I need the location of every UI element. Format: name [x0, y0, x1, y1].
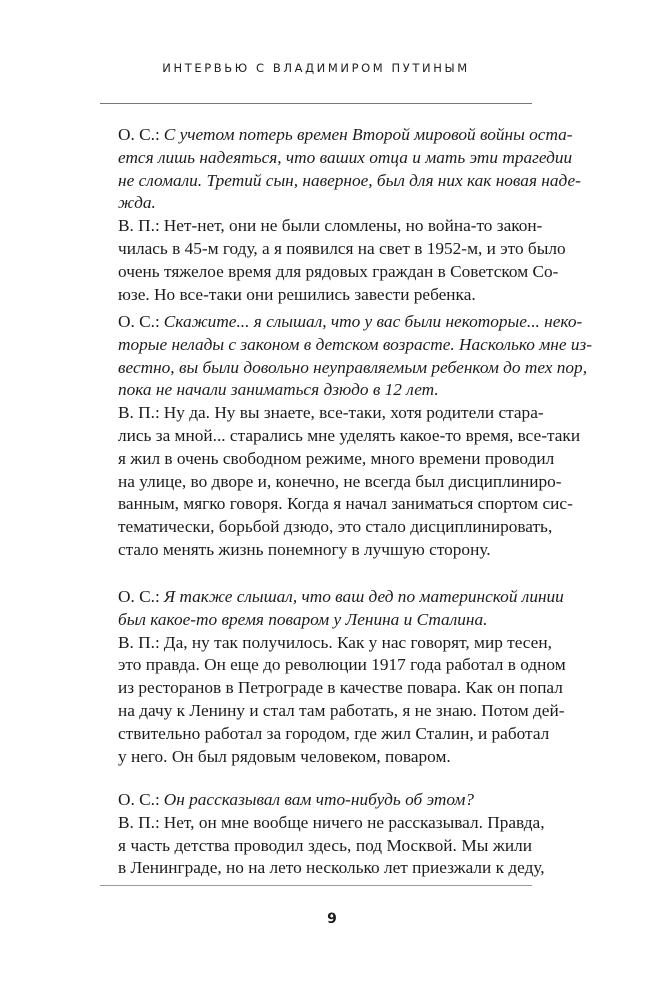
text-line — [118, 516, 553, 539]
text-line — [118, 238, 566, 261]
speaker-label: В. П.: — [118, 812, 160, 832]
answer — [118, 812, 545, 880]
line-text: Я также слышал, что ваш дед по материнской линии — [163, 587, 564, 606]
text-line — [118, 471, 562, 494]
line-text: вестно, вы были довольно неуправляемым ребенком до тех пор, — [118, 357, 588, 377]
line-text: Он рассказывал вам что-нибудь об этом? — [163, 790, 475, 809]
text-line — [118, 539, 532, 562]
header-rule — [100, 103, 532, 104]
text-line — [118, 723, 550, 746]
line-text: в Ленинграде, но на лето несколько лет приезжали к деду, — [118, 858, 545, 878]
line-text: у него. Он был рядовым человеком, поваром. — [118, 746, 451, 766]
text-line — [118, 284, 532, 307]
line-text: торые нелады с законом в детском возрасте. Насколько мне из- — [118, 334, 592, 354]
line-text: юзе. Но все-таки они решились завести ребенка. — [118, 284, 476, 304]
answer — [118, 402, 581, 562]
speaker-label: О. С.: — [118, 312, 160, 331]
speaker-label: В. П.: — [118, 403, 160, 423]
text-line — [118, 425, 581, 448]
line-text: Скажите... я слышал, что у вас были некоторые... неко- — [163, 312, 583, 331]
line-text: ствительно работал за городом, где жил Сталин, и работал — [118, 723, 550, 743]
question — [118, 311, 592, 402]
line-text: чилась в 45-м году, а я появился на свет в 1952-м, и это было — [118, 238, 566, 258]
line-text: пока не начали заниматься дзюдо в 12 лет. — [118, 380, 439, 400]
text-line — [118, 609, 532, 632]
line-text: жда. — [118, 193, 156, 213]
text-line — [118, 857, 545, 880]
running-head: ИНТЕРВЬЮ С ВЛАДИМИРОМ ПУТИНЫМ — [162, 61, 470, 75]
speaker-label: О. С.: — [118, 587, 160, 606]
speaker-label: В. П.: — [118, 632, 160, 652]
dialogue-block — [118, 311, 592, 562]
text-line — [118, 215, 543, 238]
dialogue-block — [118, 124, 581, 306]
line-text: на улице, во дворе и, конечно, не всегда был дисциплиниро- — [118, 471, 562, 491]
text-line — [118, 632, 552, 655]
line-text: не сломали. Третий сын, наверное, был для них как новая наде- — [118, 170, 581, 190]
text-line — [118, 746, 532, 769]
line-text: это правда. Он еще до революции 1917 года работал в одном — [118, 655, 566, 675]
text-line — [118, 357, 588, 380]
text-line — [118, 812, 545, 835]
line-text: очень тяжелое время для рядовых граждан в Советском Со- — [118, 261, 559, 281]
line-text: Нет, он мне вообще ничего не рассказывал. Правда, — [163, 812, 545, 832]
dialogue-block — [118, 789, 545, 880]
line-text: Ну да. Ну вы знаете, все-таки, хотя родители стара- — [163, 403, 544, 423]
text-line — [118, 147, 573, 170]
line-text: Да, ну так получилось. Как у нас говорят, мир тесен, — [163, 632, 552, 652]
text-line — [118, 789, 532, 812]
line-text: я часть детства проводил здесь, под Москвой. Мы жили — [118, 835, 532, 855]
line-text: лись за мной... старались мне уделять какое-то время, все-таки — [118, 425, 581, 445]
line-text: Нет-нет, они не были сломлены, но война-то закон- — [163, 216, 543, 236]
text-line — [118, 311, 583, 334]
line-text: из ресторанов в Петрограде в качестве повара. Как он попал — [118, 678, 563, 698]
speaker-label: О. С.: — [118, 125, 160, 144]
text-line — [118, 334, 592, 357]
question — [118, 124, 581, 215]
line-text: ванным, мягко говоря. Когда я начал заниматься спортом сис- — [118, 494, 573, 514]
text-line — [118, 402, 544, 425]
text-line — [118, 493, 573, 516]
speaker-label: О. С.: — [118, 790, 160, 809]
question — [118, 586, 564, 632]
line-text: на дачу к Ленину и стал там работать, я не знаю. Потом дей- — [118, 700, 565, 720]
text-line — [118, 586, 564, 609]
answer — [118, 632, 566, 769]
line-text: был какое-то время поваром у Ленина и Сталина. — [118, 609, 488, 629]
text-line — [118, 261, 559, 284]
line-text: ется лишь надеяться, что ваших отца и мать эти трагедии — [118, 147, 573, 167]
text-line — [118, 700, 565, 723]
line-text: тематически, борьбой дзюдо, это стало дисциплинировать, — [118, 517, 553, 537]
text-line — [118, 448, 555, 471]
line-text: стало менять жизнь понемногу в лучшую сторону. — [118, 539, 491, 559]
line-text: С учетом потерь времен Второй мировой войны оста- — [163, 125, 573, 144]
text-line — [118, 124, 573, 147]
text-line — [118, 835, 532, 858]
question — [118, 789, 532, 812]
text-line — [118, 379, 532, 402]
text-line — [118, 677, 563, 700]
footer-rule — [100, 885, 532, 886]
dialogue-block — [118, 586, 566, 768]
page-number: 9 — [327, 911, 337, 927]
text-line — [118, 654, 566, 677]
answer — [118, 215, 566, 306]
text-line — [118, 170, 581, 193]
line-text: я жил в очень свободном режиме, много времени проводил — [118, 448, 555, 468]
text-line — [118, 192, 532, 215]
speaker-label: В. П.: — [118, 216, 160, 236]
